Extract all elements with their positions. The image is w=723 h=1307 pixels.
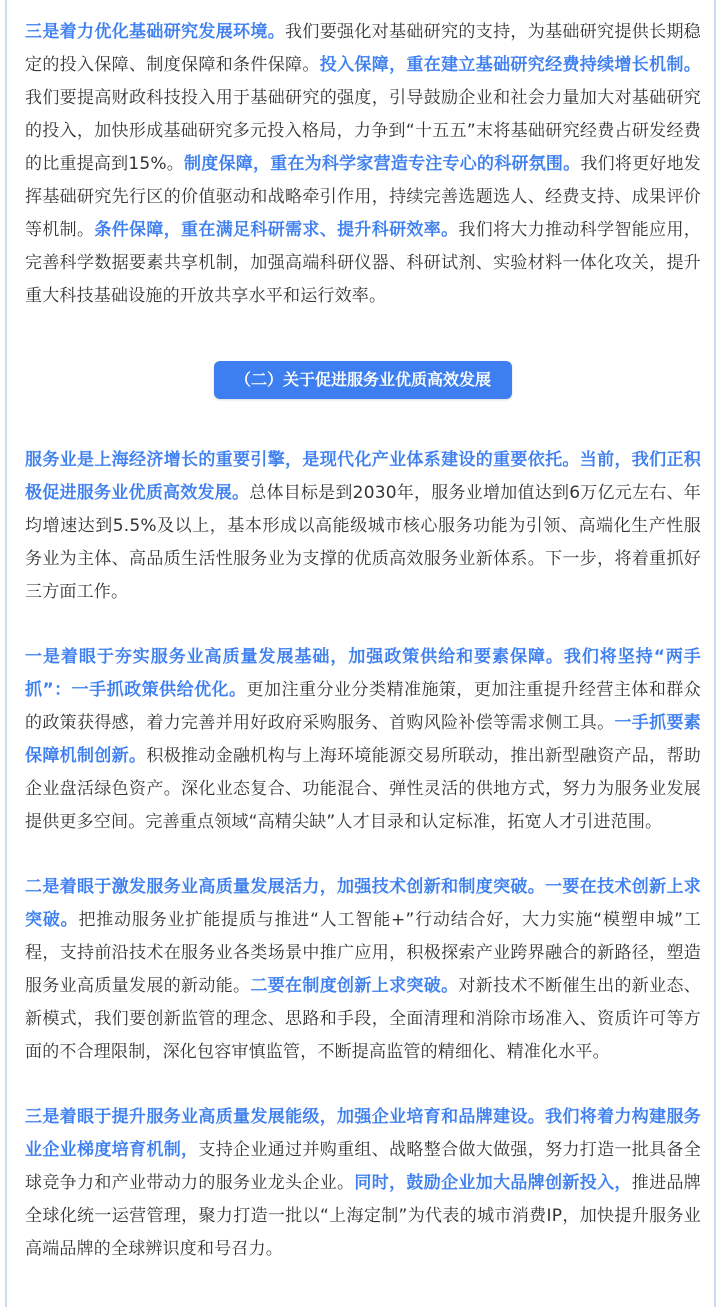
highlight-heading: 条件保障，重在满足科研需求、提升科研效率。 xyxy=(94,220,459,240)
article-body xyxy=(25,0,701,1266)
body-text: 更加注重分业分类精准施策，更加注重提升经营主体和群众的政策获得感，着力完善并用好政府采购服务、首购风险补偿等需求侧工具。 xyxy=(25,680,701,733)
body-text: 推进品牌全球化统一运营管理，聚力打造一批以“上海定制”为代表的城市消费IP，加快提升服务业高端品牌的全球辨识度和号召力。 xyxy=(25,1173,701,1259)
highlight-heading: 同时，鼓励企业加大品牌创新投入， xyxy=(354,1173,632,1193)
highlight-heading: 制度保障，重在为科学家营造专注专心的科研氛围。 xyxy=(184,154,581,174)
body-text: 我们要强化对基础研究的支持，为基础研究提供长期稳定的投入保障、制度保障和条件保障。 xyxy=(25,22,701,75)
paragraph-vitality xyxy=(25,871,701,1069)
highlight-heading: 二是着眼于激发服务业高质量发展活力，加强技术创新和制度突破。一要在技术创新上求突破。 xyxy=(25,877,701,930)
highlight-heading: 二要在制度创新上求突破。 xyxy=(250,976,459,996)
highlight-heading: 三是着眼于提升服务业高质量发展能级，加强企业培育和品牌建设。我们将着力构建服务业企业梯度培育机制， xyxy=(25,1107,701,1160)
body-text: 我们将大力推动科学智能应用，完善科学数据要素共享机制，加强高端科研仪器、科研试剂、实验材料一体化攻关，提升重大科技基础设施的开放共享水平和运行效率。 xyxy=(25,220,701,306)
highlight-heading: 三是着力优化基础研究发展环境。 xyxy=(25,22,286,42)
paragraph-basic-research xyxy=(25,16,701,313)
body-text: 总体目标是到2030年，服务业增加值达到6万亿元左右、年均增速达到5.5%及以上，基本形成以高能级城市核心服务功能为引领、高端化生产性服务业为主体、高品质生活性服务业为支撑的优质高效服务业新体系。下一步，将着重抓好三方面工作。 xyxy=(25,483,701,602)
paragraph-foundation xyxy=(25,641,701,839)
body-text: 支持企业通过并购重组、战略整合做大做强，努力打造一批具备全球竞争力和产业带动力的服务业龙头企业。 xyxy=(25,1140,701,1193)
body-text: 对新技术不断催生出的新业态、新模式，我们要创新监管的理念、思路和手段，全面清理和消除市场准入、资质许可等方面的不合理限制，深化包容审慎监管，不断提高监管的精细化、精准化水平。 xyxy=(25,976,701,1062)
paragraph-service-intro xyxy=(25,444,701,609)
highlight-heading: 服务业是上海经济增长的重要引擎，是现代化产业体系建设的重要依托。当前，我们正积极促进服务业优质高效发展。 xyxy=(25,450,701,503)
section-title-wrap xyxy=(25,361,701,399)
highlight-heading: 一是着眼于夯实服务业高质量发展基础，加强政策供给和要素保障。我们将坚持“两手抓”：一手抓政策供给优化。 xyxy=(25,647,701,700)
highlight-heading: 投入保障，重在建立基础研究经费持续增长机制。 xyxy=(319,55,702,75)
highlight-heading: 一手抓要素保障机制创新。 xyxy=(25,713,701,766)
section-title-badge: （二）关于促进服务业优质高效发展 xyxy=(214,361,512,399)
left-border-line xyxy=(5,0,7,1307)
body-text: 积极推动金融机构与上海环境能源交易所联动，推出新型融资产品，帮助企业盘活绿色资产。深化业态复合、功能混合、弹性灵活的供地方式，努力为服务业发展提供更多空间。完善重点领域“高精尖缺”人才目录和认定标准，拓宽人才引进范围。 xyxy=(25,746,701,832)
paragraph-capability xyxy=(25,1101,701,1266)
right-border-line xyxy=(714,0,716,1307)
body-text: 我们要提高财政科技投入用于基础研究的强度，引导鼓励企业和社会力量加大对基础研究的投入，加快形成基础研究多元投入格局，力争到“十五五”末将基础研究经费占研发经费的比重提高到15%。 xyxy=(25,88,701,174)
body-text: 把推动服务业扩能提质与推进“人工智能+”行动结合好，大力实施“模塑申城”工程，支持前沿技术在服务业各类场景中推广应用，积极探索产业跨界融合的新路径，塑造服务业高质量发展的新动能。 xyxy=(25,910,701,996)
body-text: 我们将更好地发挥基础研究先行区的价值驱动和战略牵引作用，持续完善选题选人、经费支持、成果评价等机制。 xyxy=(25,154,701,240)
